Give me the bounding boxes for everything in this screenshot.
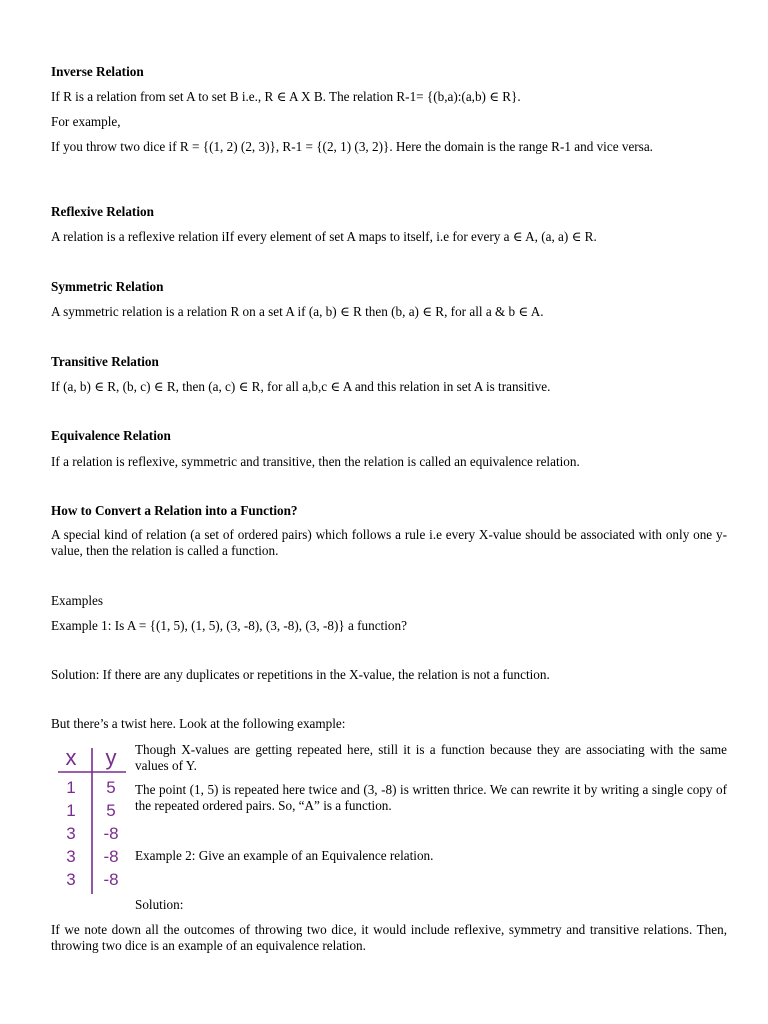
xy-table-image: [56, 744, 128, 896]
heading-transitive-relation: Transitive Relation: [51, 354, 159, 369]
example-2-solution-text: If we note down all the outcomes of throwing two dice, it would include reflexive, symmetry and transitive relations. Then, throwing two dice is an example of an equivalence relation.: [51, 922, 727, 953]
side-text-function-explanation: Though X-values are getting repeated here, still it is a function because they are associating with the same values of Y.: [135, 742, 727, 773]
heading-convert-relation-function: How to Convert a Relation into a Function?: [51, 503, 298, 518]
transitive-definition: If (a, b) ∈ R, (b, c) ∈ R, then (a, c) ∈ R, for all a,b,c ∈ A and this relation in set A is transitive.: [51, 379, 551, 394]
side-text-rewrite-explanation: The point (1, 5) is repeated here twice and (3, -8) is written thrice. We can rewrite it by writing a single copy of the repeated ordered pairs. So, “A” is a function.: [135, 782, 727, 813]
xy-cell-y: 5: [106, 801, 116, 820]
example-2-question: Example 2: Give an example of an Equivalence relation.: [135, 848, 434, 863]
xy-cell-x: 3: [66, 870, 76, 889]
heading-symmetric-relation: Symmetric Relation: [51, 279, 164, 294]
inverse-definition: If R is a relation from set A to set B i.e., R ∈ A X B. The relation R-1= {(b,a):(a,b) ∈ R}.: [51, 89, 521, 104]
inverse-for-example: For example,: [51, 114, 121, 129]
inverse-example-text: If you throw two dice if R = {(1, 2) (2, 3)}, R-1 = {(2, 1) (3, 2)}. Here the domain is the range R-1 and vice versa.: [51, 139, 653, 154]
heading-inverse-relation: Inverse Relation: [51, 64, 144, 79]
equivalence-definition: If a relation is reflexive, symmetric and transitive, then the relation is called an equivalence relation.: [51, 454, 580, 469]
example-1-question: Example 1: Is A = {(1, 5), (1, 5), (3, -8), (3, -8), (3, -8)} a function?: [51, 618, 407, 633]
xy-table-svg: [56, 744, 128, 896]
heading-equivalence-relation: Equivalence Relation: [51, 428, 171, 443]
symmetric-definition: A symmetric relation is a relation R on a set A if (a, b) ∈ R then (b, a) ∈ R, for all a & b ∈ A.: [51, 304, 544, 319]
example-2-solution-label: Solution:: [135, 897, 184, 912]
heading-reflexive-relation: Reflexive Relation: [51, 204, 154, 219]
example-1-solution: Solution: If there are any duplicates or repetitions in the X-value, the relation is not a function.: [51, 667, 550, 682]
examples-label: Examples: [51, 593, 104, 608]
reflexive-definition: A relation is a reflexive relation iIf every element of set A maps to itself, i.e for every a ∈ A, (a, a) ∈ R.: [51, 229, 597, 244]
convert-definition: A special kind of relation (a set of ordered pairs) which follows a rule i.e every X-value should be associated with only one y-value, then the relation is called a function.: [51, 527, 727, 558]
xy-cell-y: 5: [106, 778, 116, 797]
xy-cell-x: 3: [66, 847, 76, 866]
xy-header-x: x: [65, 745, 77, 770]
xy-header-y: y: [105, 745, 117, 770]
xy-cell-y: -8: [103, 847, 119, 866]
twist-intro: But there’s a twist here. Look at the following example:: [51, 716, 346, 731]
xy-cell-y: -8: [103, 824, 119, 843]
xy-cell-y: -8: [103, 870, 119, 889]
xy-cell-x: 3: [66, 824, 76, 843]
xy-cell-x: 1: [66, 801, 76, 820]
xy-cell-x: 1: [66, 778, 76, 797]
